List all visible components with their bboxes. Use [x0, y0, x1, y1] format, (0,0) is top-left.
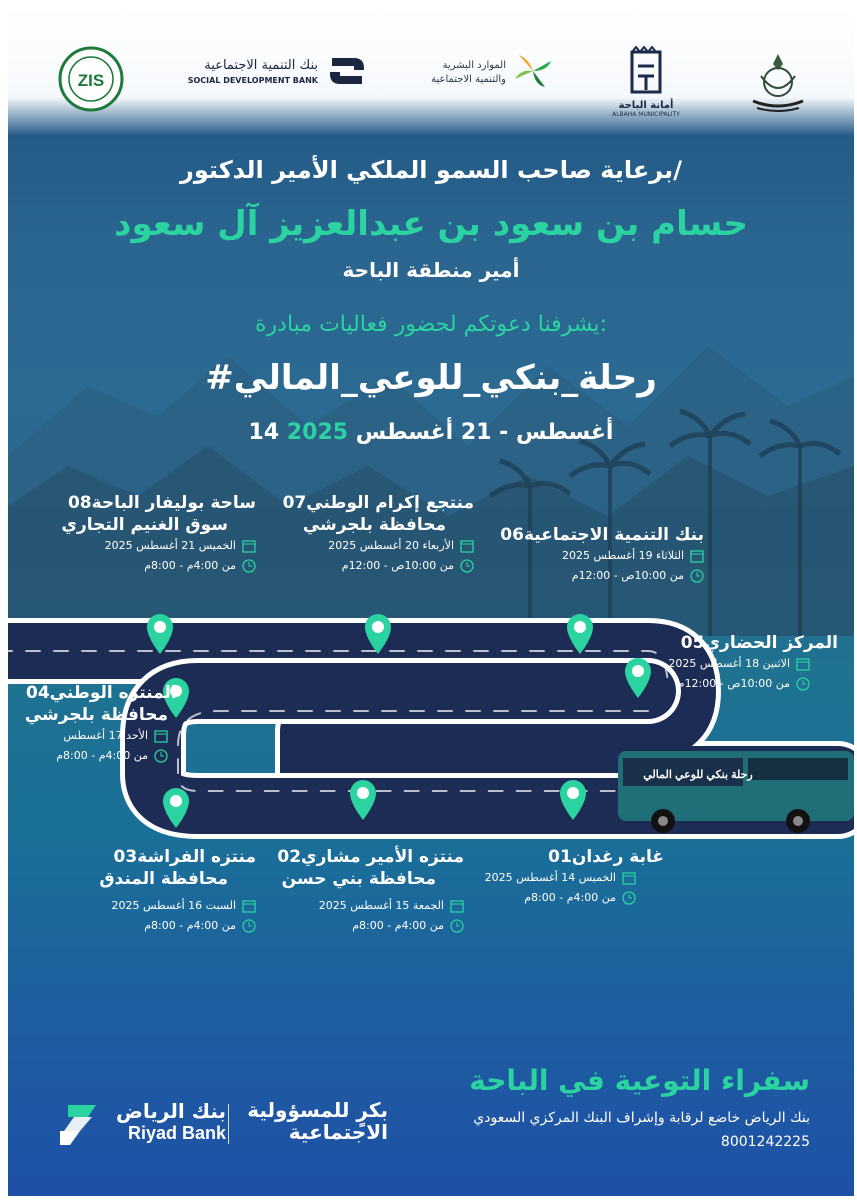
calendar-icon: [242, 899, 256, 913]
clock-icon: [690, 569, 704, 583]
stop-title: منتزه الأمير مشاري: [301, 847, 464, 867]
riyad-bank-mark-icon: [58, 1103, 98, 1145]
csr-line2: الاجتماعية: [288, 1120, 388, 1144]
clock-icon: [460, 559, 474, 573]
event-dates-year: 2025: [286, 420, 349, 445]
stop-time: من 10:00ص - 12:00م: [571, 569, 684, 582]
hrsd-label: الموارد البشرية: [442, 60, 506, 71]
stop-number: 04: [26, 683, 50, 703]
calendar-icon: [796, 657, 810, 671]
stop-time: من 4:00م - 8:00م: [524, 891, 616, 904]
clock-icon: [154, 749, 168, 763]
csr-line1: بكرٍ للمسؤولية: [247, 1098, 388, 1122]
stop-07: [254, 492, 474, 576]
stop-date: الخميس 21 أغسطس 2025: [104, 539, 236, 552]
stop-number: 06: [500, 525, 524, 545]
clock-icon: [796, 677, 810, 691]
map-pin-icon: [161, 786, 191, 830]
stop-08: [36, 492, 256, 576]
calendar-icon: [450, 899, 464, 913]
stop-date: الأحد 17 أغسطس: [63, 729, 148, 742]
emblem-text: ZIS: [77, 71, 105, 90]
stop-number: 02: [277, 847, 302, 867]
prince-title: أمير منطقة الباحة: [342, 258, 520, 282]
clock-icon: [450, 919, 464, 933]
sdb-label-en: SOCIAL DEVELOPMENT BANK: [187, 76, 318, 85]
calendar-icon: [690, 549, 704, 563]
bus-label: رحلة بنكي للوعي المالي: [643, 769, 753, 781]
calendar-icon: [622, 871, 636, 885]
map-pin-icon: [558, 778, 588, 822]
stop-subtitle: محافظة بني حسن: [281, 869, 436, 889]
stop-04: [18, 682, 177, 766]
hrsd-sublabel: والتنمية الاجتماعية: [431, 74, 506, 85]
phone-number: 8001242225: [720, 1134, 810, 1150]
invitation-line: يشرفنا دعوتكم لحضور فعاليات مبادرة:: [255, 312, 607, 337]
stop-number: 08: [67, 493, 92, 513]
footer-slogan: سفراء التوعية في الباحة: [469, 1064, 810, 1097]
stop-title: ساحة بوليفار الباحة: [91, 493, 256, 513]
sdb-label-ar: بنك التنمية الاجتماعية: [204, 58, 318, 73]
stop-title: بنك التنمية الاجتماعية: [523, 525, 704, 545]
map-pin-icon: [145, 612, 175, 656]
bank-name-en: Riyad Bank: [127, 1123, 226, 1143]
stop-time: من 10:00ص - 12:00م: [677, 677, 790, 690]
clock-icon: [242, 919, 256, 933]
regulatory-text: بنك الرياض خاضع لرقابة وإشراف البنك المركزي السعودي: [473, 1110, 810, 1126]
stop-date: الأربعاء 20 أغسطس 2025: [328, 539, 454, 552]
stop-subtitle: سوق الغنيم التجاري: [61, 515, 228, 535]
stop-number: 01: [548, 847, 572, 867]
stop-time: من 4:00م - 8:00م: [56, 749, 148, 762]
calendar-icon: [154, 729, 168, 743]
stop-title: المركز الحضاري: [704, 633, 838, 653]
bus-illustration: [618, 751, 854, 833]
stop-06: [484, 524, 704, 586]
journey-road: [8, 6, 854, 1196]
stop-number: 05: [680, 633, 705, 653]
stop-02: [264, 846, 464, 936]
poster: [8, 6, 854, 1196]
prince-name: حسام بن سعود بن عبدالعزيز آل سعود: [114, 204, 748, 244]
map-pin-icon: [363, 612, 393, 656]
stop-time: من 4:00م - 8:00م: [144, 559, 236, 572]
stop-subtitle: محافظة بلجرشي: [302, 515, 446, 535]
clock-icon: [622, 891, 636, 905]
stop-title: المنتزه الوطني: [49, 683, 177, 703]
stop-title: غابة رغدان: [571, 847, 664, 867]
stop-date: الاثنين 18 أغسطس 2025: [668, 657, 790, 670]
stop-subtitle: محافظة المندق: [99, 869, 228, 889]
stop-05: [658, 632, 838, 694]
stop-date: الخميس 14 أغسطس 2025: [484, 871, 616, 884]
stop-date: الجمعة 15 أغسطس 2025: [318, 899, 444, 912]
initiative-hashtag: #رحلة_بنكي_للوعي_المالي: [205, 358, 657, 398]
stop-number: 07: [282, 493, 307, 513]
stop-time: من 10:00ص - 12:00م: [341, 559, 454, 572]
stop-03: [56, 846, 256, 936]
event-dates-range: 14 أغسطس - 21 أغسطس: [248, 420, 614, 445]
riyad-bank-logo: [58, 1099, 228, 1149]
footer-divider: [228, 1104, 229, 1144]
map-pin-icon: [565, 612, 595, 656]
stop-title: منتزه الفراشة: [137, 847, 256, 867]
bank-name-ar: بنك الرياض: [116, 1099, 226, 1123]
stop-time: من 4:00م - 8:00م: [352, 919, 444, 932]
patronage-line: برعاية صاحب السمو الملكي الأمير الدكتور/: [180, 156, 682, 184]
map-pin-icon: [623, 656, 653, 700]
calendar-icon: [460, 539, 474, 553]
stop-date: السبت 16 أغسطس 2025: [111, 899, 236, 912]
municipality-sublabel: ALBAHA MUNICIPALITY: [612, 111, 680, 118]
municipality-label: أمانة الباحة: [618, 100, 674, 111]
stop-date: الثلاثاء 19 أغسطس 2025: [561, 549, 684, 562]
stop-time: من 4:00م - 8:00م: [144, 919, 236, 932]
map-pin-icon: [348, 778, 378, 822]
stop-subtitle: محافظة بلجرشي: [24, 705, 168, 725]
csr-logo: [238, 1099, 388, 1143]
stop-01: [484, 846, 664, 908]
stop-number: 03: [113, 847, 138, 867]
stop-title: منتجع إكرام الوطني: [306, 493, 474, 513]
